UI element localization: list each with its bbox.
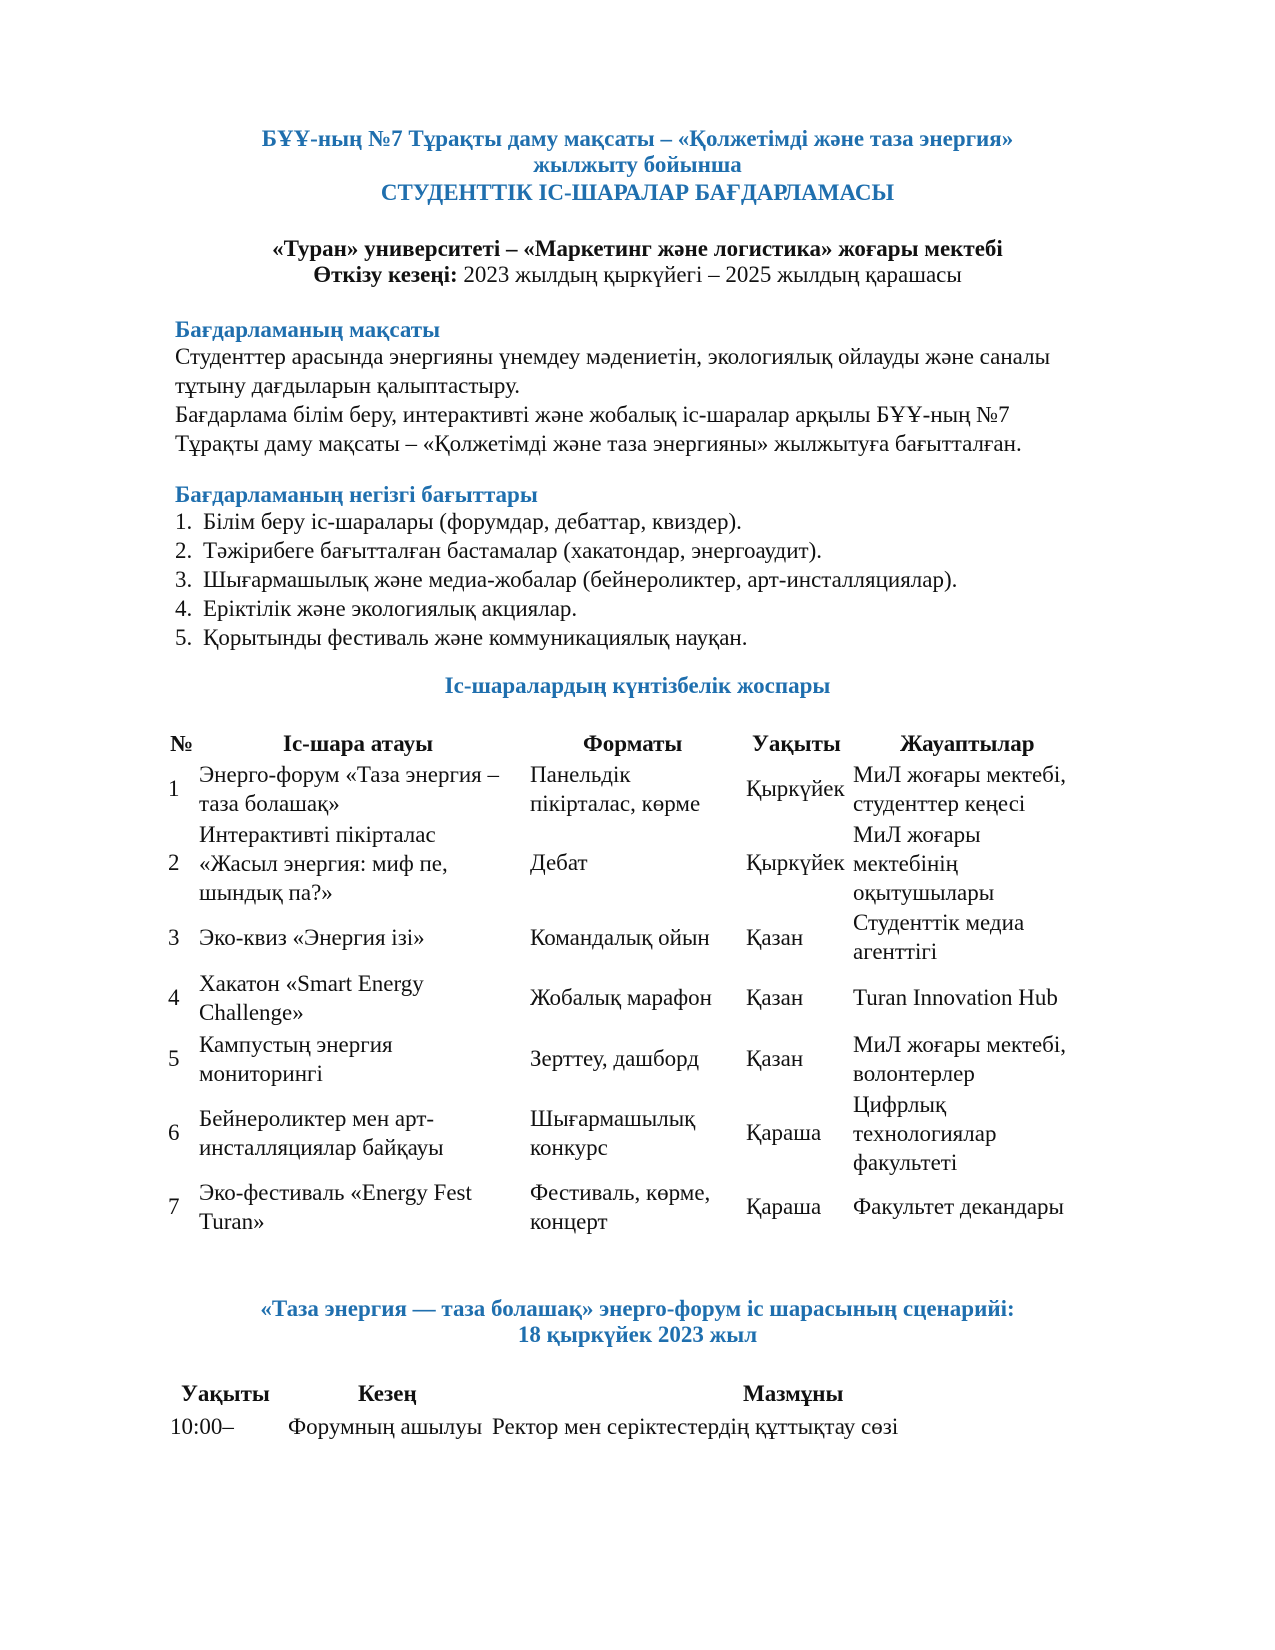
doc-title-line3: СТУДЕНТТІК ІС-ШАРАЛАР БАҒДАРЛАМАСЫ: [380, 180, 895, 205]
scenario-heading-line2: 18 қыркүйек 2023 жыл: [517, 1322, 758, 1347]
period-label: Өткізу кезеңі:: [313, 262, 458, 287]
list-item: 4. Еріктілік және экологиялық акциялар.: [175, 596, 578, 621]
goal-line: тұтыну дағдыларын қалыптастыру.: [175, 373, 521, 398]
goal-line: Студенттер арасында энергияны үнемдеу мәдениетін, экологиялық ойлауды және саналы: [175, 344, 1051, 369]
list-item: 1. Білім беру іс-шаралары (форумдар, дебаттар, квиздер).: [175, 509, 742, 534]
col-header-responsible: Жауаптылар: [900, 731, 1035, 756]
directions-list: [175, 507, 957, 652]
goal-line: Тұрақты даму мақсаты – «Қолжетімді және таза энергияны» жылжытуға бағытталған.: [175, 431, 1022, 456]
goal-paragraph: [175, 342, 1135, 458]
list-item: 5. Қорытынды фестиваль және коммуникациялық науқан.: [175, 625, 748, 650]
col-header-time: Уақыты: [752, 731, 841, 756]
goal-line: Бағдарлама білім беру, интерактивті және жобалық іс-шаралар арқылы БҰҰ-ның №7: [175, 402, 1010, 427]
col-header-num: №: [170, 731, 194, 756]
institution-line: «Туран» университеті – «Маркетинг және логистика» жоғары мектебі: [272, 236, 1003, 261]
doc-title-line2: жылжыту бойынша: [533, 152, 742, 177]
period-line: [0, 261, 1275, 288]
list-item: 2. Тәжірибеге бағытталған бастамалар (хакатондар, энергоаудит).: [175, 538, 823, 563]
document-page: БҰҰ-ның №7 Тұрақты даму мақсаты – «Қолжетімді және таза энергия» жылжыту бойынша СТУДЕНТТІК ІС-ШАРАЛАР БАҒДАРЛАМАСЫ «Туран» университеті – «Маркетинг және логистика» жоғары мектебі Өткізу кезеңі: 2023 жылдың қыркүйегі – 2025 жылдың қарашасы Бағдарламаның мақсаты Студенттер арасында энергияны үнемдеу мәдениетін, экологиялық ойлауды және саналы тұтыну дағдыларын қалыптастыру. Бағдарлама білім беру, интерактивті және жобалық іс-шаралар арқылы БҰҰ-ның №7 Тұрақты даму мақсаты – «Қолжетімді және таза энергияны» жылжытуға бағытталған. Бағдарламаның негізгі бағыттары 1. Білім беру іс-шаралары (форумдар, дебаттар, квиздер). 2. Тәжірибеге бағытталған бастамалар (хакатондар, энергоаудит). 3. Шығармашылық және медиа-жобалар (бейнероликтер, арт-инсталляциялар). 4. Еріктілік және экологиялық акциялар. 5. Қорытынды фестиваль және коммуникациялық науқан. Іс-шаралардың күнтізбелік жоспары № Іс-шара атауы Форматы Уақыты Жауаптылар 1 Энерго-форум «Таза энергия – таза болашақ» Панельдік пікірталас, көрме Қыркүйек МиЛ жоғары мектебі, студенттер кеңесі 2 Интерактивті пікірталас «Жасыл энергия: миф пе, шындық па?» Дебат Қыркүйек МиЛ жоғары мектебінің оқытушылары 3 Эко-квиз «Энергия ізі» Командалық ойын Қазан Студенттік медиа агенттігі 4 Хакатон «Smart Energy Challenge» Жобалық марафон Қазан Turan Innovation Hub 5 Кампустың энергия мониторингі Зерттеу, дашборд Қазан МиЛ жоғары мектебі, волонтерлер 6 Бейнероликтер мен арт- инсталляциялар байқауы Шығармашылық конкурс Қараша Цифрлық технологиялар факультеті 7 Эко-фестиваль «Energy Fest Turan» Фестиваль, көрме, концерт Қараша Факультет декандары «Таза энергия — таза болашақ» энерго-форум іс шарасының сценарийі: 18 қыркүйек 2023 жыл Уақыты Кезең Мазмұны 10:00– Форумның ашылуы Ректор мен серіктестердің құттықтау сөзі: [0, 0, 1275, 1650]
goal-heading: Бағдарламаның мақсаты: [175, 317, 441, 342]
scenario-col-content: Мазмұны: [743, 1381, 844, 1406]
calendar-heading: Іс-шаралардың күнтізбелік жоспары: [444, 673, 831, 698]
period-value: 2023 жылдың қыркүйегі – 2025 жылдың қарашасы: [457, 262, 962, 287]
directions-heading: Бағдарламаның негізгі бағыттары: [175, 482, 538, 507]
scenario-heading-line1: «Таза энергия — таза болашақ» энерго-форум іс шарасының сценарийі:: [260, 1296, 1015, 1321]
scenario-col-stage: Кезең: [358, 1381, 417, 1406]
col-header-format: Форматы: [583, 731, 683, 756]
doc-title-line1: БҰҰ-ның №7 Тұрақты даму мақсаты – «Қолжетімді және таза энергия»: [261, 126, 1014, 151]
scenario-col-time: Уақыты: [181, 1381, 270, 1406]
col-header-name: Іс-шара атауы: [283, 731, 434, 756]
list-item: 3. Шығармашылық және медиа-жобалар (бейнероликтер, арт-инсталляциялар).: [175, 567, 958, 592]
